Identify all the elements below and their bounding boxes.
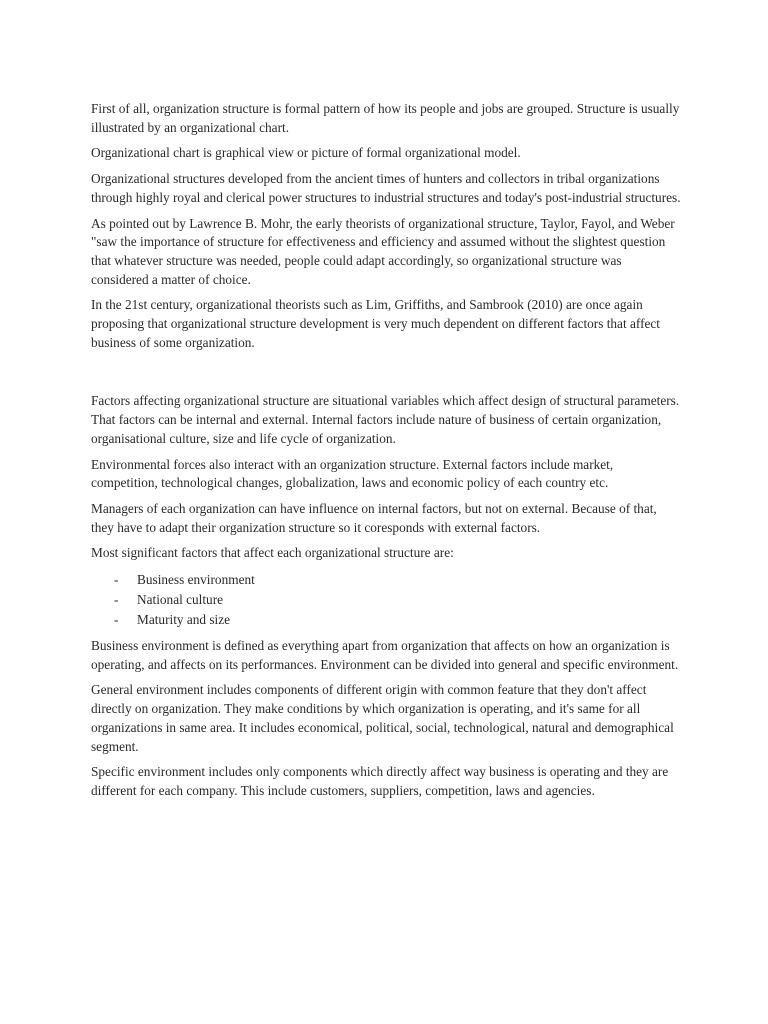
paragraph: Business environment is defined as everything apart from organization that affects on how an organization is operating, and affects on its performances. Environment can be divided into general and specific environment. xyxy=(91,638,679,672)
paragraph: Organizational chart is graphical view or picture of formal organizational model. xyxy=(91,145,521,161)
list-item-text: Business environment xyxy=(137,572,255,588)
list-item xyxy=(91,570,681,590)
paragraph: In the 21st century, organizational theorists such as Lim, Griffiths, and Sambrook (2010) are once again proposing that organizational structure development is very much dependent on different factors that affect business of some organization. xyxy=(91,297,660,350)
paragraph: Managers of each organization can have influence on internal factors, but not on external. Because of that, they have to adapt their organization structure so it coresponds with external factors. xyxy=(91,500,657,535)
list-item xyxy=(91,590,681,610)
document-body xyxy=(91,100,681,808)
paragraph: First of all, organization structure is formal pattern of how its people and jobs are grouped. Structure is usually illustrated by an organizational chart. xyxy=(91,101,680,135)
list-bullet: - xyxy=(114,592,119,608)
list-bullet: - xyxy=(114,612,119,628)
list-item-text: National culture xyxy=(137,592,224,608)
paragraph: Most significant factors that affect each organizational structure are: xyxy=(91,545,454,561)
paragraph: Environmental forces also interact with an organization structure. External factors include market, competition, technological changes, globalization, laws and economic policy of each country etc. xyxy=(91,456,614,491)
paragraph: As pointed out by Lawrence B. Mohr, the early theorists of organizational structure, Taylor, Fayol, and Weber "saw the importance of structure for effectiveness and efficiency and assumed without the slightest question that whatever structure was needed, people could adapt accordingly, so organizational structure was considered a matter of choice. xyxy=(91,215,675,287)
list-item xyxy=(91,610,681,630)
paragraph: Specific environment includes only components which directly affect way business is operating and they are different for each company. This include customers, suppliers, competition, laws and agencies. xyxy=(91,764,669,798)
section-gap xyxy=(91,359,681,392)
list-bullet: - xyxy=(114,572,119,588)
paragraph: General environment includes components of different origin with common feature that they don't affect directly on organization. They make conditions by which organization is operating, and it's same for all organizations in same area. It includes economical, political, social, technological, natural and demographical segment. xyxy=(91,682,674,754)
factor-list xyxy=(91,570,681,630)
paragraph: Organizational structures developed from the ancient times of hunters and collectors in tribal organizations through highly royal and clerical power structures to industrial structures and today's post-industrial structures. xyxy=(91,171,681,205)
paragraph: Factors affecting organizational structure are situational variables which affect design of structural parameters. That factors can be internal and external. Internal factors include nature of business of certain organization, organisational culture, size and life cycle of organization. xyxy=(91,393,680,446)
list-item-text: Maturity and size xyxy=(137,612,231,628)
